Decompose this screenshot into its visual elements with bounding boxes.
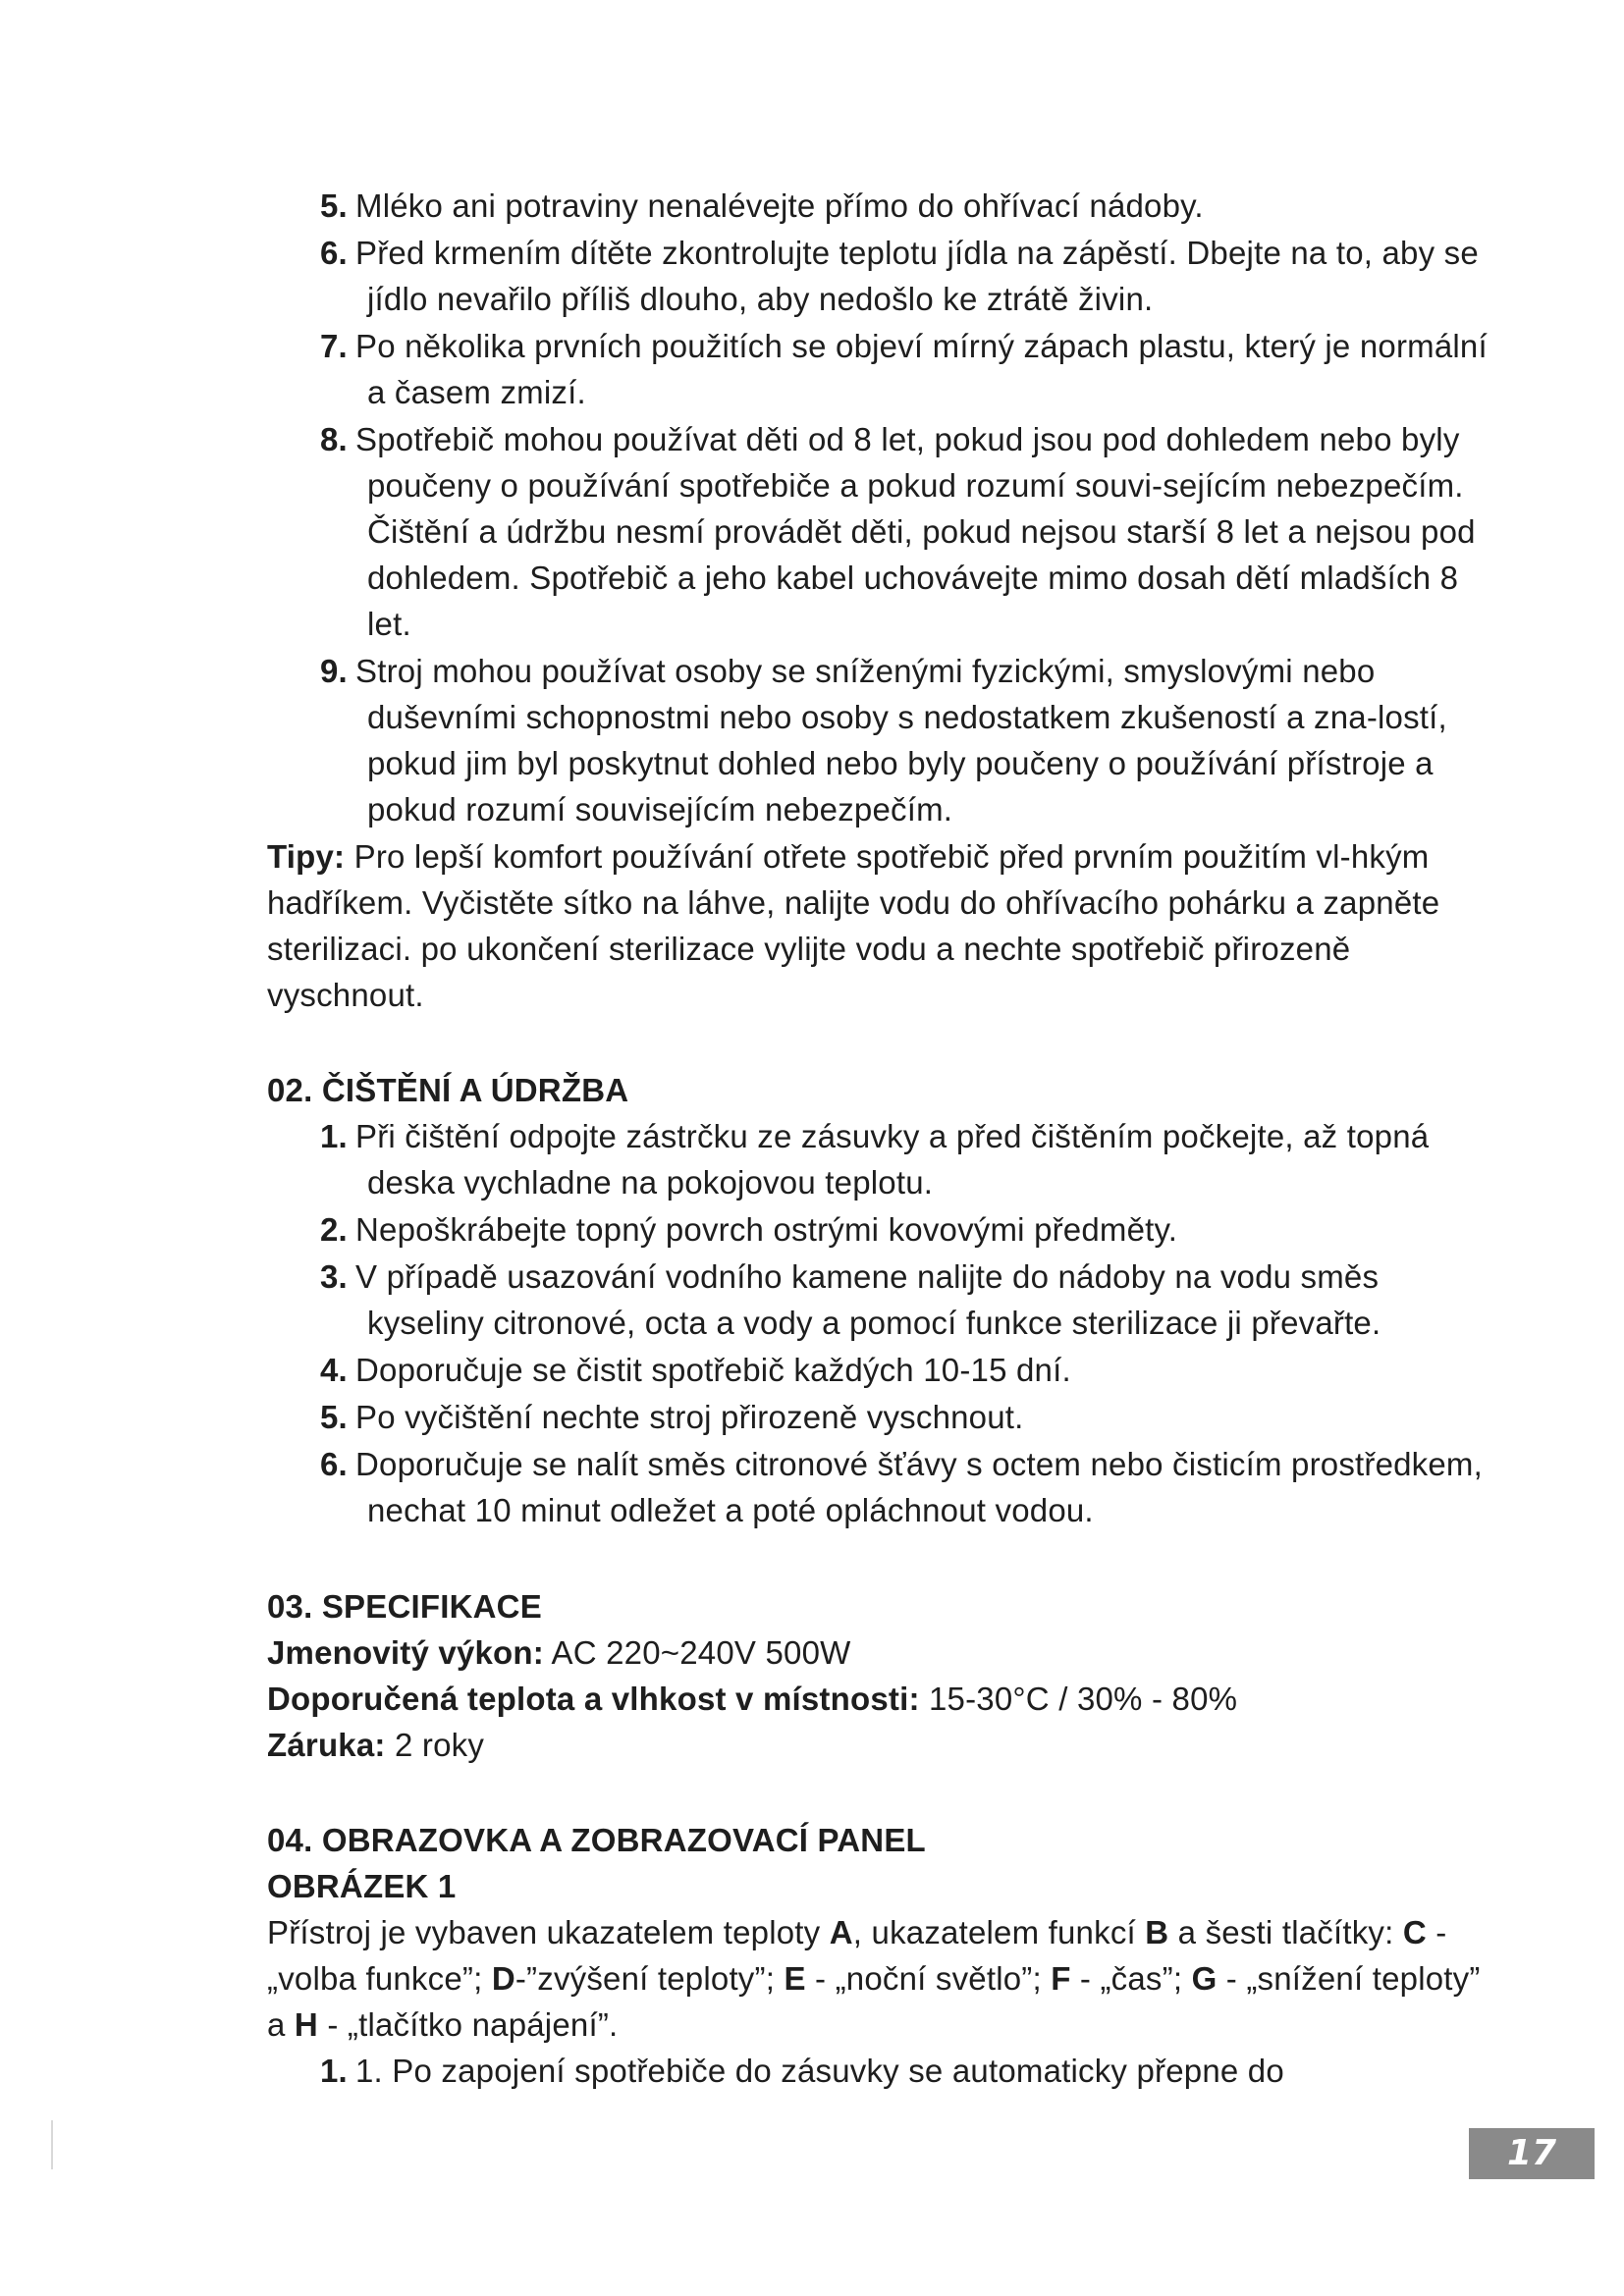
list-text: Po vyčištění nechte stroj přirozeně vyschnout. <box>355 1399 1024 1435</box>
list-number: 8. <box>320 421 348 457</box>
display-list <box>267 2048 1494 2094</box>
safety-list <box>267 183 1494 832</box>
label-h: H <box>294 2006 318 2043</box>
spec-power-label: Jmenovitý výkon: <box>267 1634 544 1671</box>
list-text: Při čištění odpojte zástrčku ze zásuvky a před čištěním počkejte, až topná deska vychladne na pokojovou teplotu. <box>355 1118 1430 1201</box>
intro-text: a šesti tlačítky: <box>1168 1914 1403 1950</box>
label-b: B <box>1145 1914 1169 1950</box>
list-item <box>267 1113 1494 1205</box>
list-text: Po několika prvních použitích se objeví mírný zápach plastu, který je normální a časem zmizí. <box>355 328 1488 410</box>
label-g: G <box>1191 1960 1218 1997</box>
list-text: Mléko ani potraviny nenalévejte přímo do ohřívací nádoby. <box>355 187 1204 224</box>
intro-text: Přístroj je vybaven ukazatelem teploty <box>267 1914 830 1950</box>
list-number: 6. <box>320 235 348 271</box>
list-number: 6. <box>320 1446 348 1482</box>
intro-text: , ukazatelem funkcí <box>852 1914 1146 1950</box>
section-heading-cleaning: 02. ČIŠTĚNÍ A ÚDRŽBA <box>267 1072 629 1108</box>
list-item <box>267 1394 1494 1440</box>
intro-text: - „noční světlo”; <box>805 1960 1052 1997</box>
list-text: Doporučuje se nalít směs citronové šťávy s octem nebo čisticím prostředkem, nechat 10 minut odležet a poté opláchnout vodou. <box>355 1446 1483 1528</box>
list-item <box>267 1347 1494 1393</box>
list-item <box>267 648 1494 832</box>
tips-text: Pro lepší komfort používání otřete spotřebič před prvním použitím vl-hkým hadříkem. Vyčistěte sítko na láhve, nalijte vodu do ohřívacího pohárku a zapněte sterilizaci. po ukončení sterilizace vylijte vodu a nechte spotřebič přirozeně vyschnout. <box>267 838 1440 1013</box>
margin-mark <box>51 2120 53 2169</box>
spec-warranty <box>267 1722 1494 1768</box>
page-content <box>267 183 1494 2095</box>
list-text: Spotřebič mohou používat děti od 8 let, pokud jsou pod dohledem nebo byly poučeny o používání spotřebiče a pokud rozumí souvi-sejícím nebezpečím. Čištění a údržbu nesmí provádět děti, pokud nejsou starší 8 let a nejsou pod dohledem. Spotřebič a jeho kabel uchovávejte mimo dosah dětí mladších 8 let. <box>355 421 1476 642</box>
list-number: 7. <box>320 328 348 364</box>
spec-warranty-label: Záruka: <box>267 1727 386 1763</box>
label-d: D <box>491 1960 515 1997</box>
intro-text: - „čas”; <box>1070 1960 1192 1997</box>
list-item <box>267 1206 1494 1253</box>
spec-environment <box>267 1676 1494 1722</box>
list-number: 4. <box>320 1352 348 1388</box>
label-a: A <box>829 1914 853 1950</box>
list-text: Doporučuje se čistit spotřebič každých 10-15 dní. <box>355 1352 1071 1388</box>
spec-environment-label: Doporučená teplota a vlhkost v místnosti: <box>267 1681 920 1717</box>
intro-text: - „tlačítko napájení”. <box>317 2006 619 2043</box>
list-text: Stroj mohou používat osoby se sníženými fyzickými, smyslovými nebo duševními schopnostmi nebo osoby s nedostatkem zkušeností a zna-lostí, pokud jim byl poskytnut dohled nebo byly poučeny o používání přístroje a pokud rozumí souvisejícím nebezpečím. <box>355 653 1447 828</box>
tips-label: Tipy: <box>267 838 346 875</box>
list-item <box>267 183 1494 229</box>
list-number: 1. <box>320 1118 348 1154</box>
list-text: V případě usazování vodního kamene nalijte do nádoby na vodu směs kyseliny citronové, octa a vody a pomocí funkce sterilizace ji převařte. <box>355 1258 1381 1341</box>
figure-heading: OBRÁZEK 1 <box>267 1868 457 1904</box>
list-item <box>267 2048 1494 2094</box>
list-text: Před krmením dítěte zkontrolujte teplotu jídla na zápěstí. Dbejte na to, aby se jídlo nevařilo příliš dlouho, aby nedošlo ke ztrátě živin. <box>355 235 1479 317</box>
section-heading-display: 04. OBRAZOVKA A ZOBRAZOVACÍ PANEL <box>267 1822 926 1858</box>
list-number: 5. <box>320 1399 348 1435</box>
list-number: 5. <box>320 187 348 224</box>
tips-paragraph <box>267 833 1494 1018</box>
section-heading-specs: 03. SPECIFIKACE <box>267 1588 542 1625</box>
intro-text: - „volba funkce”; <box>267 1914 1447 1997</box>
list-text: 1. Po zapojení spotřebiče do zásuvky se automaticky přepne do <box>355 2053 1284 2089</box>
spec-environment-value: 15-30°C / 30% - 80% <box>919 1681 1238 1717</box>
spec-warranty-value: 2 roky <box>385 1727 485 1763</box>
list-item <box>267 323 1494 415</box>
intro-text: -”zvýšení teploty”; <box>514 1960 785 1997</box>
list-number: 2. <box>320 1211 348 1248</box>
label-c: C <box>1402 1914 1427 1950</box>
page-number: 17 <box>1469 2128 1595 2179</box>
label-e: E <box>784 1960 806 1997</box>
list-item <box>267 1254 1494 1346</box>
intro-text: - „snížení teploty” a <box>267 1960 1481 2043</box>
list-number: 1. <box>320 2053 348 2089</box>
list-item <box>267 1441 1494 1533</box>
label-f: F <box>1051 1960 1071 1997</box>
list-item <box>267 230 1494 322</box>
list-number: 9. <box>320 653 348 689</box>
cleaning-list <box>267 1113 1494 1533</box>
display-intro <box>267 1909 1494 2048</box>
list-text: Nepoškrábejte topný povrch ostrými kovovými předměty. <box>355 1211 1178 1248</box>
list-item <box>267 416 1494 647</box>
spec-power <box>267 1629 1494 1676</box>
list-number: 3. <box>320 1258 348 1295</box>
spec-power-value: AC 220~240V 500W <box>543 1634 851 1671</box>
